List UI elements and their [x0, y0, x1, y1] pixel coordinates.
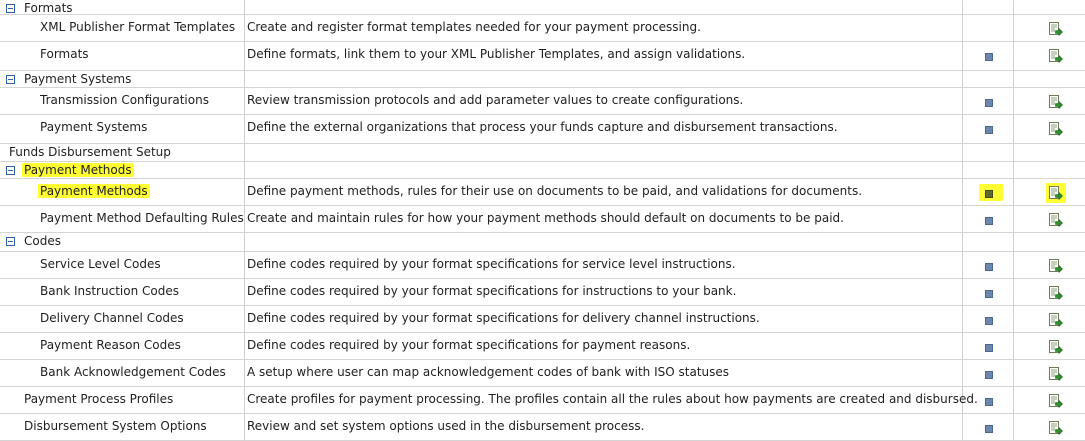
task-name-cell — [0, 233, 245, 252]
task-name-cell — [0, 206, 245, 233]
go-to-task-cell — [1014, 88, 1085, 115]
status-cell — [963, 0, 1014, 15]
table-row — [0, 42, 1085, 71]
task-description-cell — [245, 387, 978, 414]
task-name-cell — [0, 0, 245, 15]
status-cell — [963, 206, 1014, 233]
go-to-task-icon[interactable] — [1049, 22, 1063, 36]
task-name-cell — [0, 15, 245, 42]
task-name-cell — [0, 88, 245, 115]
group-heading: Codes — [24, 234, 61, 248]
table-row — [0, 0, 1085, 15]
task-description-cell — [245, 233, 963, 252]
go-to-task-cell — [1014, 252, 1085, 279]
status-square-icon — [985, 53, 993, 61]
status-square-icon — [985, 190, 993, 198]
status-cell — [963, 71, 1014, 88]
go-to-task-icon[interactable] — [1049, 49, 1063, 63]
go-to-task-cell — [1014, 233, 1085, 252]
task-description: Define the external organizations that process your funds capture and disbursement transactions. — [247, 120, 838, 134]
table-row — [0, 414, 1085, 441]
status-cell — [963, 144, 1014, 162]
task-description: A setup where user can map acknowledgement codes of bank with ISO statuses — [247, 365, 730, 379]
group-heading: Funds Disbursement Setup — [9, 145, 171, 159]
task-name-cell — [0, 144, 245, 162]
go-to-task-cell — [1014, 306, 1085, 333]
task-name-link[interactable]: Payment Methods — [40, 184, 148, 198]
collapse-minus-icon[interactable] — [6, 237, 15, 246]
go-to-task-icon[interactable] — [1049, 367, 1063, 381]
task-description-cell — [245, 115, 963, 144]
collapse-minus-icon[interactable] — [6, 4, 15, 13]
task-name-link[interactable]: Payment Reason Codes — [40, 338, 181, 352]
task-name-cell — [0, 414, 245, 441]
go-to-task-cell — [1014, 414, 1085, 441]
go-to-task-icon[interactable] — [1049, 340, 1063, 354]
task-name-cell — [0, 42, 245, 71]
status-cell — [963, 387, 1014, 414]
task-name-cell — [0, 162, 245, 179]
task-name-cell — [0, 252, 245, 279]
status-cell — [963, 42, 1014, 71]
status-square-icon — [985, 263, 993, 271]
status-cell — [963, 115, 1014, 144]
table-row — [0, 71, 1085, 88]
go-to-task-icon[interactable] — [1049, 186, 1063, 200]
task-description-cell — [245, 42, 963, 71]
task-name-cell — [0, 179, 245, 206]
task-description: Create and maintain rules for how your payment methods should default on documents to be paid. — [247, 211, 844, 225]
task-name-cell — [0, 306, 245, 333]
table-row — [0, 162, 1085, 179]
status-cell — [963, 179, 1014, 206]
task-description-cell — [245, 162, 963, 179]
table-row — [0, 15, 1085, 42]
status-square-icon — [985, 344, 993, 352]
go-to-task-cell — [1014, 360, 1085, 387]
task-description: Define codes required by your format specifications for service level instructions. — [247, 257, 736, 271]
go-to-task-cell — [1014, 144, 1085, 162]
status-cell — [963, 360, 1014, 387]
go-to-task-icon[interactable] — [1049, 259, 1063, 273]
task-name-cell — [0, 71, 245, 88]
task-description-cell — [245, 88, 963, 115]
table-row — [0, 252, 1085, 279]
group-heading: Formats — [24, 1, 73, 15]
go-to-task-icon[interactable] — [1049, 213, 1063, 227]
status-cell — [963, 414, 1014, 441]
group-heading: Payment Methods — [24, 163, 132, 177]
table-row — [0, 360, 1085, 387]
status-square-icon — [985, 290, 993, 298]
task-description: Define codes required by your format specifications for instructions to your bank. — [247, 284, 737, 298]
collapse-minus-icon[interactable] — [6, 166, 15, 175]
group-heading: Payment Systems — [24, 72, 132, 86]
table-row — [0, 88, 1085, 115]
task-name-link[interactable]: Payment Systems — [40, 120, 148, 134]
status-cell — [963, 252, 1014, 279]
status-cell — [963, 162, 1014, 179]
status-cell — [963, 333, 1014, 360]
go-to-task-icon[interactable] — [1049, 122, 1063, 136]
task-name-link[interactable]: Transmission Configurations — [40, 93, 209, 107]
go-to-task-cell — [1014, 162, 1085, 179]
task-name-link[interactable]: Delivery Channel Codes — [40, 311, 184, 325]
task-description-cell — [245, 279, 963, 306]
table-row — [0, 279, 1085, 306]
go-to-task-cell — [1014, 0, 1085, 15]
go-to-task-cell — [1014, 279, 1085, 306]
task-name-cell — [0, 333, 245, 360]
task-description-cell — [245, 15, 963, 42]
status-square-icon — [985, 317, 993, 325]
task-name-link[interactable]: Disbursement System Options — [24, 419, 207, 433]
status-square-icon — [985, 371, 993, 379]
status-cell — [963, 88, 1014, 115]
task-name-link[interactable]: Bank Instruction Codes — [40, 284, 179, 298]
task-name-link[interactable]: Service Level Codes — [40, 257, 161, 271]
go-to-task-cell — [1014, 115, 1085, 144]
go-to-task-cell — [1014, 15, 1085, 42]
task-description: Define codes required by your format specifications for payment reasons. — [247, 338, 691, 352]
task-name-link[interactable]: Bank Acknowledgement Codes — [40, 365, 226, 379]
status-square-icon — [985, 126, 993, 134]
status-cell — [963, 279, 1014, 306]
go-to-task-icon[interactable] — [1049, 421, 1063, 435]
task-description-cell — [245, 414, 963, 441]
go-to-task-cell — [1014, 42, 1085, 71]
collapse-minus-icon[interactable] — [6, 75, 15, 84]
task-name-cell — [0, 279, 245, 306]
task-name-cell — [0, 360, 245, 387]
status-square-icon — [985, 99, 993, 107]
status-square-icon — [985, 398, 993, 406]
table-row — [0, 206, 1085, 233]
task-description-cell — [245, 252, 963, 279]
table-row — [0, 233, 1085, 252]
task-name-link[interactable]: XML Publisher Format Templates — [40, 20, 236, 34]
go-to-task-icon[interactable] — [1049, 313, 1063, 327]
task-name-link[interactable]: Payment Method Defaulting Rules — [40, 211, 244, 225]
status-cell — [963, 306, 1014, 333]
table-row — [0, 333, 1085, 360]
task-description: Review transmission protocols and add parameter values to create configurations. — [247, 93, 744, 107]
task-description-cell — [245, 144, 963, 162]
go-to-task-icon[interactable] — [1049, 95, 1063, 109]
task-description-cell — [245, 206, 963, 233]
go-to-task-cell — [1014, 387, 1085, 414]
task-name-link[interactable]: Formats — [40, 47, 89, 61]
task-description: Define formats, link them to your XML Publisher Templates, and assign validations. — [247, 47, 746, 61]
task-description-cell — [245, 333, 963, 360]
table-row — [0, 306, 1085, 333]
table-row — [0, 179, 1085, 206]
task-description: Create profiles for payment processing. The profiles contain all the rules about how payments are created and disbursed. — [247, 392, 978, 406]
task-description: Define codes required by your format specifications for delivery channel instructions. — [247, 311, 760, 325]
task-description: Create and register format templates needed for your payment processing. — [247, 20, 701, 34]
go-to-task-cell — [1014, 206, 1085, 233]
task-description-cell — [245, 0, 963, 15]
table-row — [0, 144, 1085, 162]
go-to-task-icon[interactable] — [1049, 394, 1063, 408]
task-description-cell — [245, 179, 963, 206]
task-name-cell — [0, 115, 245, 144]
task-name-cell — [0, 387, 245, 414]
status-cell — [963, 233, 1014, 252]
go-to-task-cell — [1014, 71, 1085, 88]
task-description-cell — [245, 306, 963, 333]
task-description: Review and set system options used in the disbursement process. — [247, 419, 645, 433]
status-square-icon — [985, 217, 993, 225]
table-row — [0, 387, 1085, 414]
task-description-cell — [245, 71, 963, 88]
go-to-task-cell — [1014, 179, 1085, 206]
go-to-task-icon[interactable] — [1049, 286, 1063, 300]
status-cell — [963, 15, 1014, 42]
status-square-icon — [985, 425, 993, 433]
task-description-cell — [245, 360, 963, 387]
go-to-task-cell — [1014, 333, 1085, 360]
task-description: Define payment methods, rules for their use on documents to be paid, and validations for documents. — [247, 184, 863, 198]
table-row — [0, 115, 1085, 144]
task-name-link[interactable]: Payment Process Profiles — [24, 392, 174, 406]
